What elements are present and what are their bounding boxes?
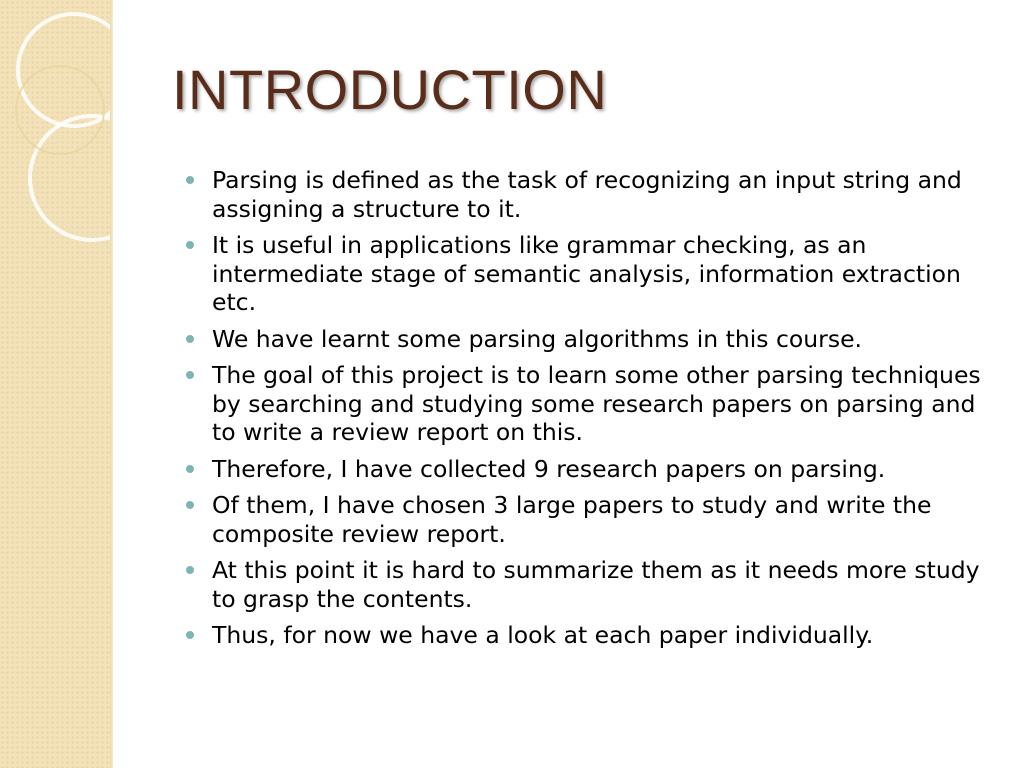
bullet-item: [212, 455, 1002, 484]
decorative-circles: [0, 0, 110, 768]
decorative-circle: [18, 14, 110, 126]
bullet-marker-icon: [186, 501, 194, 509]
bullet-marker-icon: [186, 241, 194, 249]
bullet-text: The goal of this project is to learn some other parsing techniques by searching and studying some research papers on parsing and to write a review report on this.: [212, 361, 981, 446]
bullet-marker-icon: [186, 566, 194, 574]
bullet-list: [212, 166, 1002, 658]
bullet-text: Therefore, I have collected 9 research papers on parsing.: [212, 454, 886, 483]
bullet-marker-icon: [186, 176, 194, 184]
bullet-item: [212, 621, 1002, 650]
bullet-text: Parsing is defined as the task of recognizing an input string and assigning a structure to it.: [212, 166, 962, 223]
bullet-item: [212, 361, 1002, 447]
bullet-item: [212, 231, 1002, 317]
decorative-sidebar: [0, 0, 110, 768]
bullet-text: At this point it is hard to summarize them as it needs more study to grasp the contents.: [212, 556, 980, 613]
sidebar-edge: [110, 0, 113, 768]
bullet-marker-icon: [186, 335, 194, 343]
bullet-text: Of them, I have chosen 3 large papers to study and write the composite review report.: [212, 491, 932, 548]
bullet-item: [212, 325, 1002, 354]
bullet-text: It is useful in applications like grammar checking, as an intermediate stage of semantic analysis, information extraction etc.: [212, 231, 961, 316]
decorative-circle: [16, 66, 104, 154]
bullet-marker-icon: [186, 465, 194, 473]
bullet-item: [212, 556, 1002, 613]
bullet-marker-icon: [186, 371, 194, 379]
slide-title: INTRODUCTION: [172, 58, 608, 121]
bullet-marker-icon: [186, 631, 194, 639]
bullet-text: Thus, for now we have a look at each paper individually.: [212, 621, 874, 649]
bullet-text: We have learnt some parsing algorithms in this course.: [212, 324, 863, 353]
bullet-item: [212, 491, 1002, 548]
decorative-circle: [30, 116, 110, 240]
bullet-item: [212, 166, 1002, 223]
